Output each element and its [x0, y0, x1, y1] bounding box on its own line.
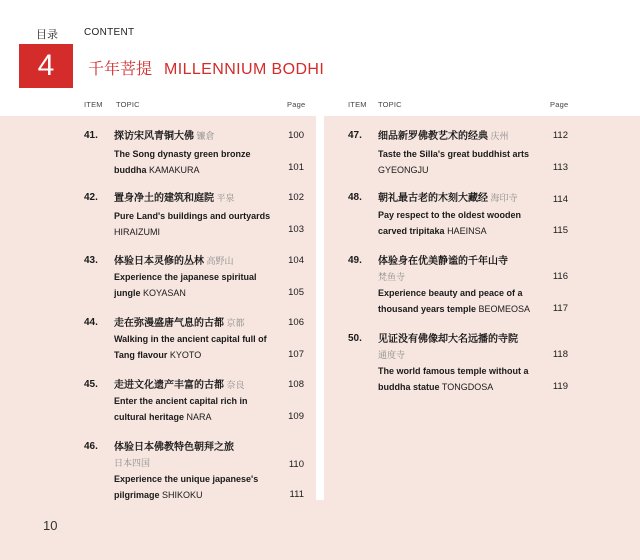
entry-title-en: Enter the ancient capital rich in — [114, 396, 248, 406]
entry-number: 44. — [84, 317, 98, 328]
entry-place-en: HAEINSA — [447, 226, 487, 236]
toc-label-en: CONTENT — [84, 27, 135, 38]
entry-title-en: The world famous temple without a — [378, 366, 529, 376]
section-title — [88, 56, 324, 79]
entry-place-cn: 通度寺 — [378, 350, 406, 360]
entry-page-end: 115 — [552, 225, 568, 236]
section-title-en: MILLENNIUM BODHI — [164, 61, 325, 78]
entry-number: 45. — [84, 379, 98, 390]
entry-page-start: 114 — [552, 194, 568, 205]
entry-title-cn: 走在弥漫盛唐气息的古都 — [114, 318, 224, 329]
entry-title-cn: 置身净土的建筑和庭院 — [114, 193, 214, 204]
entry-page-start: 102 — [288, 192, 304, 203]
entry-number: 43. — [84, 255, 98, 266]
entry-place-en: BEOMEOSA — [478, 304, 531, 314]
entry-page-end: 117 — [552, 303, 568, 314]
footer-band — [0, 500, 640, 560]
entry-page-start: 116 — [552, 271, 568, 282]
entry-place-cn: 镰倉 — [196, 131, 215, 141]
entry-place-cn: 奈良 — [226, 380, 245, 390]
entry-place-en: KOYASAN — [143, 288, 186, 298]
entry-page-start: 110 — [288, 459, 304, 470]
page-number: 10 — [43, 518, 58, 533]
entry-page-end: 111 — [289, 489, 304, 500]
col-head-page-left: Page — [287, 100, 306, 109]
entry-number: 50. — [348, 333, 362, 344]
entry-title-cn: 探访宋风青铜大佛 — [114, 131, 194, 142]
entry-place-cn: 京都 — [226, 318, 245, 328]
entry-place-en: KAMAKURA — [149, 165, 200, 175]
entry-title-cn: 体验日本灵修的丛林 — [114, 256, 204, 267]
entry-title-en: The Song dynasty green bronze — [114, 149, 251, 159]
entry-place-en: TONGDOSA — [441, 382, 494, 392]
column-divider — [316, 116, 324, 500]
col-head-item-right: ITEM — [348, 100, 367, 109]
entry-page-end: 113 — [552, 162, 568, 173]
toc-label-cn: 目录 — [36, 29, 58, 41]
entry-page-end: 103 — [288, 224, 304, 235]
entry-title-en-2: buddha — [114, 165, 147, 175]
entry-place-cn: 平泉 — [216, 193, 235, 203]
entry-place-cn: 高野山 — [206, 256, 234, 266]
entry-number: 42. — [84, 192, 98, 203]
entry-page-end: 119 — [552, 381, 568, 392]
section-title-cn: 千年菩提 — [88, 61, 153, 78]
col-head-item-left: ITEM — [84, 100, 103, 109]
entry-number: 48. — [348, 192, 362, 203]
entry-title-cn: 见证没有佛像却大名远播的寺院 — [378, 334, 518, 345]
entry-title-cn: 细品新罗佛教艺术的经典 — [378, 131, 488, 142]
entry-title-en-2: carved tripitaka — [378, 226, 445, 236]
entry-title-en-2: cultural heritage — [114, 412, 185, 422]
entry-page-end: 101 — [288, 162, 304, 173]
entry-title-en-2: buddha statue — [378, 382, 440, 392]
entry-page-start: 112 — [552, 130, 568, 141]
entry-place-cn: 海印寺 — [490, 193, 518, 203]
col-head-page-right: Page — [550, 100, 569, 109]
entry-title-cn: 体验日本佛教特色朝拜之旅 — [114, 442, 234, 453]
entry-title-en: Walking in the ancient capital full of — [114, 334, 267, 344]
entry-page-end: 107 — [288, 349, 304, 360]
entry-title-en-2: Tang flavour — [114, 350, 168, 360]
entry-page-start: 106 — [288, 317, 304, 328]
entry-number: 47. — [348, 130, 362, 141]
entry-page-start: 118 — [552, 349, 568, 360]
entry-place-cn: 日本四国 — [114, 458, 151, 468]
entry-number: 41. — [84, 130, 98, 141]
col-head-topic-left: TOPIC — [116, 100, 140, 109]
entry-page-start: 104 — [288, 255, 304, 266]
entry-title-en: Experience the unique japanese's — [114, 474, 259, 484]
entry-title-en: Taste the Silla's great buddhist arts — [378, 149, 530, 159]
entry-page-end: 109 — [288, 411, 304, 422]
entry-title-en: Experience the japanese spiritual — [114, 272, 257, 282]
entry-place-cn: 梵鱼寺 — [378, 272, 406, 282]
entry-page-end: 105 — [288, 287, 304, 298]
entry-title-cn: 体验身在优美静谧的千年山寺 — [378, 256, 508, 267]
entry-place-en: SHIKOKU — [162, 490, 203, 500]
entry-place-en: KYOTO — [169, 350, 202, 360]
entry-place-en: NARA — [186, 412, 212, 422]
col-head-topic-right: TOPIC — [378, 100, 402, 109]
entry-title-en-2: thousand years temple — [378, 304, 477, 314]
entry-title-cn: 朝礼最古老的木刻大藏经 — [378, 193, 488, 204]
section-number: 4 — [19, 44, 73, 88]
entry-number: 46. — [84, 441, 98, 452]
entry-title-en-2: pilgrimage — [114, 490, 160, 500]
entry-number: 49. — [348, 255, 362, 266]
entry-place-cn: 庆州 — [490, 131, 509, 141]
entry-page-start: 100 — [288, 130, 304, 141]
entry-title-en: Experience beauty and peace of a — [378, 288, 523, 298]
entry-title-cn: 走进文化遗产丰富的古都 — [114, 380, 224, 391]
entry-place-en: HIRAIZUMI — [114, 227, 160, 237]
entry-title-en: Pay respect to the oldest wooden — [378, 210, 522, 220]
entry-page-start: 108 — [288, 379, 304, 390]
entry-title-en: Pure Land's buildings and ourtyards — [114, 211, 271, 221]
entry-title-en-2: jungle — [114, 288, 141, 298]
entry-place-en: GYEONGJU — [378, 165, 429, 175]
